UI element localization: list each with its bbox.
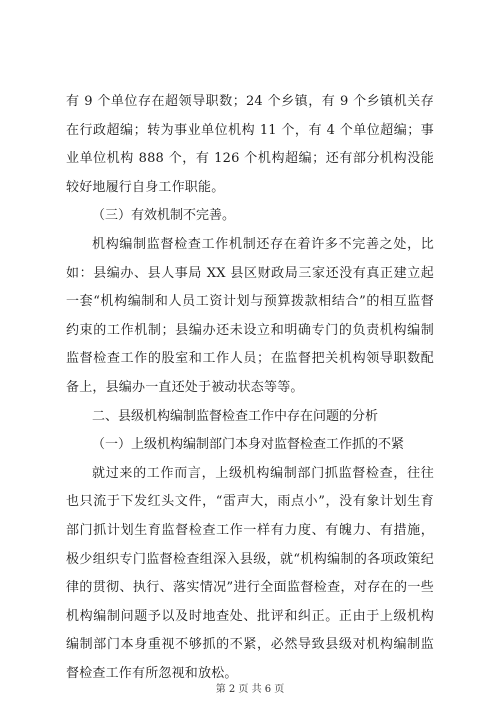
paragraph-upper-level-analysis: 就过来的工作而言，上级机构编制部门抓监督检查，往往也只流于下发红头文件，“雷声大，雨点小”，没有象计划生育部门抓计划生育监督检查工作一样有力度、有魄力、有措施，极少组织专门监督检查组深入县级，就“机构编制的各项政策纪律的贯彻、执行、落实情况”进行全面监督检查，对存在的一些机构编制问题予以及时地查处、批评和纠正。正由于上级机构编制部门本身重视不够抓的不紧，必然导致县级对机构编制监督检查工作有所忽视和放松。 xyxy=(66,465,434,681)
page-number-footer: 第 2 页 共 6 页 xyxy=(215,684,285,695)
paragraph-mechanism-details: 机构编制监督检查工作机制还存在着许多不完善之处，比如：县编办、县人事局 XX 县区财政局三家还没有真正建立起一套“机构编制和人员工资计划与预算拨款相结合”的相互监督约束的工作机制；县编办还未设立和明确专门的负责机构编制监督检查工作的股室和工作人员；在监督把关机构领导职数配备上，县编办一直还处于被动状态等等。 xyxy=(66,236,434,395)
heading-upper-level-departments: （一）上级机构编制部门本身对监督检查工作抓的不紧 xyxy=(92,437,405,453)
paragraph-overstaffing-stats: 有 9 个单位存在超领导职数；24 个乡镇，有 9 个乡镇机关存在行政超编；转为事业单位机构 11 个，有 4 个单位超编；事业单位机构 888 个，有 126 个机构超编；还有部分机构没能较好地履行自身工作职能。 xyxy=(66,94,434,195)
heading-problem-analysis: 二、县级机构编制监督检查工作中存在问题的分析 xyxy=(92,408,379,424)
document-body xyxy=(66,88,434,688)
heading-mechanism-incomplete: （三）有效机制不完善。 xyxy=(92,208,236,224)
